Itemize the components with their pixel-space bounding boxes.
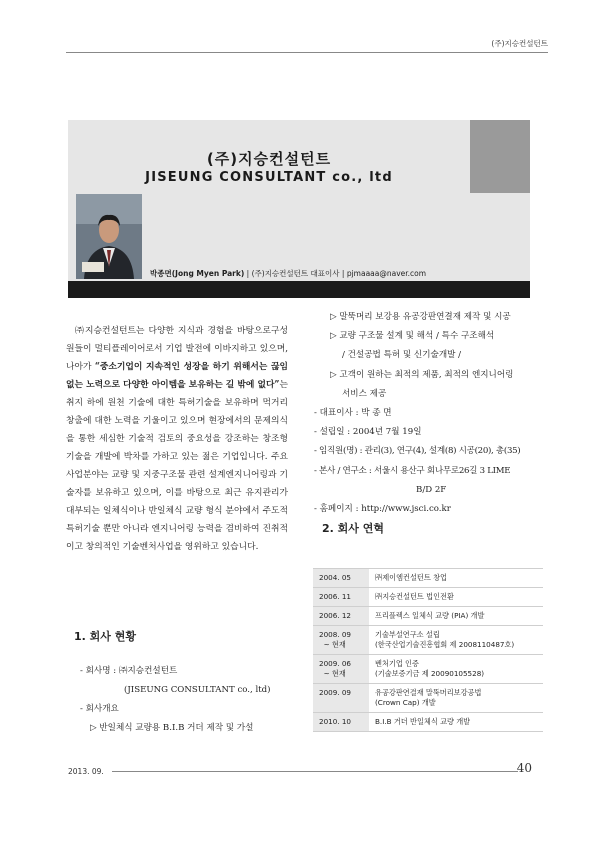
history-date: 2004. 05 [313, 569, 369, 587]
intro-line: 구성원들이 멀티플레이어로서 기업 발전에 이바지하 [66, 326, 288, 354]
info-line: - 회사개요 [80, 704, 119, 714]
history-date: 2009. 06 ~ 현재 [313, 655, 369, 683]
info-line: ▷ 반일체식 교량용 B.I.B 거더 제작 및 가설 [90, 723, 254, 733]
author-name: 박종면(Jong Myen Park) [150, 269, 245, 278]
intro-emphasis: “중소기업이 지속적인 성장을 하기 위해서는 끊임없는 노력으로 다양한 아이템을 보유하는 길 밖에 없다” [66, 362, 288, 390]
history-event: 유공강판연결재 말뚝머리보강공법 (Crown Cap) 개발 [375, 688, 482, 707]
history-event: 프리플렉스 일체식 교량 (PIA) 개발 [375, 611, 485, 620]
overview-line: - 대표이사 : 박 종 면 [314, 408, 392, 419]
table-row [313, 712, 543, 732]
history-date: 2006. 11 [313, 588, 369, 606]
overview-line: - 홈페이지 : http://www.jsci.co.kr [314, 504, 451, 515]
overview-line: ▷ 말뚝머리 보강용 유공강판연결재 제작 및 시공 [330, 312, 511, 322]
running-head: (주)지승컨설턴트 [491, 39, 548, 48]
intro-rest: 는 취지 하에 원천 기술에 대한 특허기술을 보유하며 먹거리 창출에 대한 노력을 기울이고 있으며 현장에서의 문제의식을 통한 세심한 기술적 검토의 중요성을 강조하는 창조형 기술을 개발에 박차를 가하고 있는 젊은 기업입니다. 주요 사업분야는 교량 및 지중구조물 관련 설계엔지니어링과 기술자를 보유하고 있으며, 이를 바탕으로 최근 유지관리가 대부되는 일체식이나 반일체식 교량 형식 분야에서 주도적 특허기술 뿐만 아니라 엔지니어링 능력을 겸비하여 진취적이고 창의적인 기술벤처사업을 영위하고 있습니다. [66, 380, 288, 552]
table-row [313, 625, 543, 654]
history-date: 2010. 10 [313, 713, 369, 731]
intro-line: 고 있으며, 나아가 [66, 344, 288, 372]
author-byline [150, 268, 426, 279]
company-title-korean: (주)지승컨설턴트 [206, 150, 332, 168]
company-overview-list [314, 308, 540, 519]
overview-line: B/D 2F [416, 484, 447, 495]
history-date: 2006. 12 [313, 607, 369, 625]
history-event: ㈜제이엠컨설턴트 창업 [375, 573, 447, 582]
overview-line: ▷ 교량 구조물 설계 및 해석 / 특수 구조해석 [330, 331, 495, 342]
banner-bottom-bar [68, 281, 530, 298]
ceo-portrait-photo [76, 194, 142, 279]
overview-line: - 설립일 : 2004년 7월 19일 [314, 427, 422, 438]
footer-rule [112, 771, 518, 772]
section-heading-company-status: 1. 회사 현황 [74, 630, 136, 643]
info-line: (JISEUNG CONSULTANT co., ltd) [124, 685, 271, 695]
history-table [313, 568, 543, 732]
overview-line: ▷ 고객이 원하는 최적의 제품, 최적의 엔지니어링 [330, 369, 514, 380]
table-row [313, 606, 543, 625]
history-date: 2008. 09 ~ 현재 [313, 626, 369, 654]
history-event: B.I.B 거더 반일체식 교량 개발 [375, 717, 471, 726]
history-event: ㈜지승컨설턴트 법인전환 [375, 592, 454, 601]
company-info-list [80, 662, 300, 738]
history-event: 벤처기업 인증 (기술보증기금 제 20090105528) [375, 659, 485, 678]
overview-line: 서비스 제공 [342, 388, 387, 399]
header-rule [66, 52, 548, 53]
intro-line: ㈜지승컨설턴트는 다양한 지식과 경험을 바탕으로 [75, 326, 271, 336]
overview-line: / 건설공법 특허 및 신기술개발 / [342, 350, 462, 361]
overview-line: - 본사 / 연구소 : 서울시 용산구 회나무로26길 3 LIME [314, 465, 511, 476]
table-row [313, 654, 543, 683]
intro-paragraph [66, 322, 288, 556]
section-heading-company-history: 2. 회사 연혁 [322, 522, 384, 535]
footer-issue-date: 2013. 09. [68, 767, 104, 776]
banner-accent-block [470, 120, 530, 193]
info-line: - 회사명 : ㈜지승컨설턴트 [80, 666, 178, 676]
table-row [313, 683, 543, 712]
table-row [313, 587, 543, 606]
history-event: 기술부설연구소 설립 (한국산업기술진흥협회 제 2008110487호) [375, 630, 515, 649]
author-details: | (주)지승컨설턴트 대표이사 | pjmaaaa@naver.com [244, 269, 427, 278]
table-row [313, 568, 543, 587]
history-date: 2009. 09 [313, 684, 369, 712]
company-title-english: JISEUNG CONSULTANT co., ltd [145, 170, 393, 185]
overview-line: - 임직원(명) : 관리(3), 연구(4), 설계(8) 시공(20), 총(35) [314, 446, 521, 457]
page-number: 40 [516, 761, 532, 775]
